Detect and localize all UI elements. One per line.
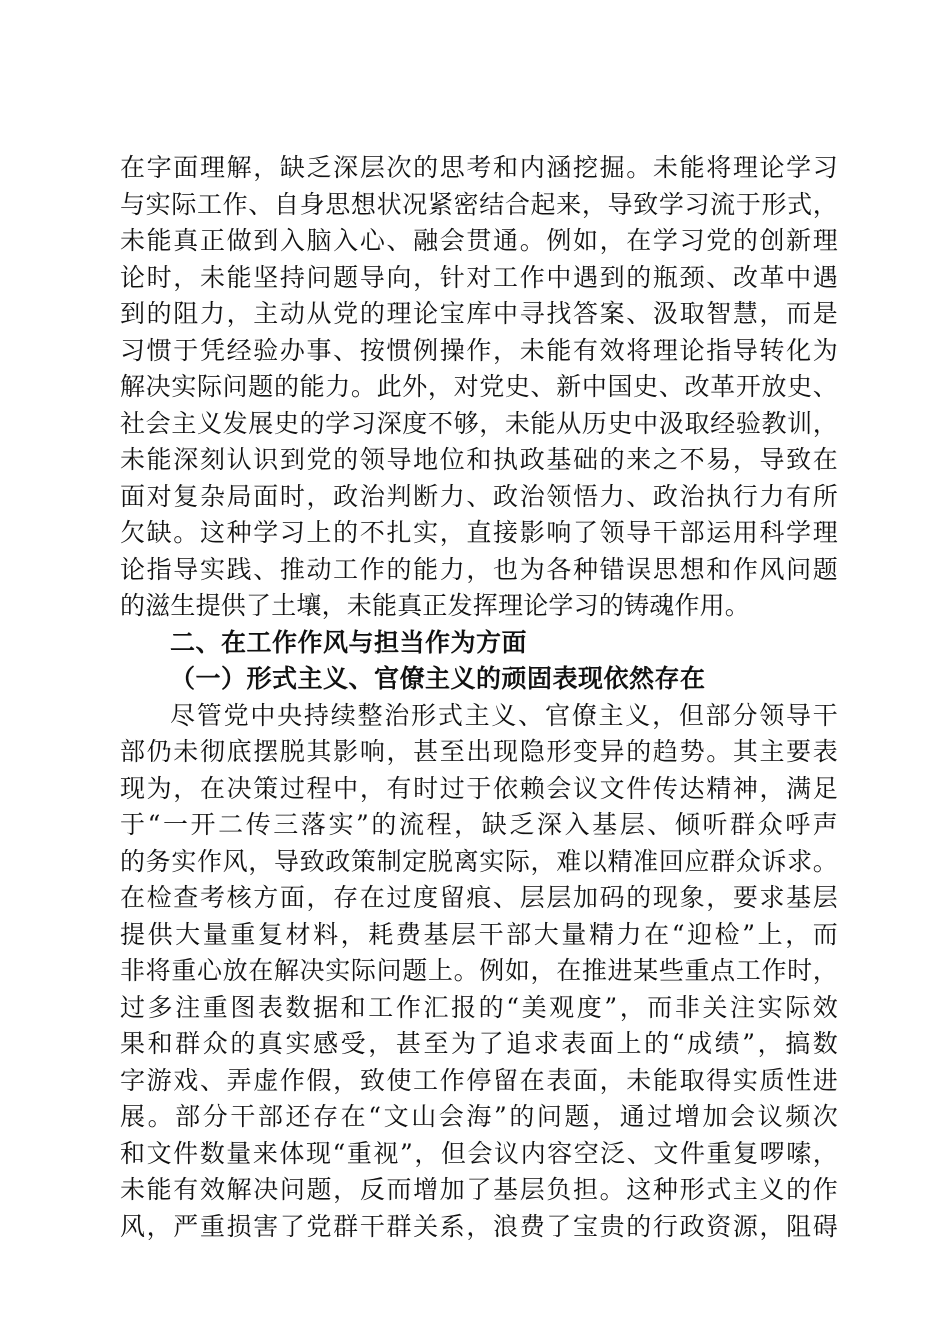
text-line: 在检查考核方面，存在过度留痕、层层加码的现象，要求基层 [120,883,838,912]
sub-heading: （一）形式主义、官僚主义的顽固表现依然存在 [170,664,706,693]
text-line: 风，严重损害了党群干群关系，浪费了宝贵的行政资源，阻碍 [120,1211,838,1241]
text-line: 论指导实践、推动工作的能力，也为各种错误思想和作风问题 [120,554,838,584]
document-page [120,150,838,1245]
text-line: 在字面理解，缺乏深层次的思考和内涵挖掘。未能将理论学习 [120,153,838,182]
text-line: 与实际工作、自身思想状况紧密结合起来，导致学习流于形式， [120,189,838,219]
section-heading: 二、在工作作风与担当作为方面 [170,627,528,657]
text-line: 尽管党中央持续整治形式主义、官僚主义，但部分领导干 [170,700,838,730]
text-line: 展。部分干部还存在“文山会海”的问题，通过增加会议频次 [120,1102,838,1131]
text-line: 未能有效解决问题，反而增加了基层负担。这种形式主义的作 [120,1175,838,1204]
text-line: 于“一开二传三落实”的流程，缺乏深入基层、倾听群众呼声 [120,810,838,839]
paragraph-formalism [120,698,838,1246]
text-line: 非将重心放在解决实际问题上。例如，在推进某些重点工作时， [120,956,838,985]
text-line: 到的阻力，主动从党的理论宝库中寻找答案、汲取智慧，而是 [120,299,838,328]
text-line: 论时，未能坚持问题导向，针对工作中遇到的瓶颈、改革中遇 [120,262,838,292]
text-line: 果和群众的真实感受，甚至为了追求表面上的“成绩”，搞数 [120,1029,838,1058]
text-line: 面对复杂局面时，政治判断力、政治领悟力、政治执行力有所 [120,481,838,511]
text-line: 未能真正做到入脑入心、融会贯通。例如，在学习党的创新理 [120,226,838,255]
text-line: 字游戏、弄虚作假，致使工作停留在表面，未能取得实质性进 [120,1065,838,1095]
text-line: 的务实作风，导致政策制定脱离实际，难以精准回应群众诉求。 [120,846,838,876]
paragraph-theory-study [120,150,838,625]
text-line: 现为，在决策过程中，有时过于依赖会议文件传达精神，满足 [120,773,838,803]
text-line: 部仍未彻底摆脱其影响，甚至出现隐形变异的趋势。其主要表 [120,737,838,766]
text-line: 社会主义发展史的学习深度不够，未能从历史中汲取经验教训， [120,408,838,438]
text-line: 过多注重图表数据和工作汇报的“美观度”，而非关注实际效 [120,992,838,1022]
text-line: 习惯于凭经验办事、按惯例操作，未能有效将理论指导转化为 [120,335,838,365]
text-line: 未能深刻认识到党的领导地位和执政基础的来之不易，导致在 [120,445,838,474]
text-line: 提供大量重复材料，耗费基层干部大量精力在“迎检”上，而 [120,919,838,949]
text-line: 欠缺。这种学习上的不扎实，直接影响了领导干部运用科学理 [120,518,838,547]
text-line: 和文件数量来体现“重视”，但会议内容空泛、文件重复啰嗦， [120,1138,838,1168]
text-line: 解决实际问题的能力。此外，对党史、新中国史、改革开放史、 [120,372,838,401]
text-line: 的滋生提供了土壤，未能真正发挥理论学习的铸魂作用。 [120,591,751,620]
